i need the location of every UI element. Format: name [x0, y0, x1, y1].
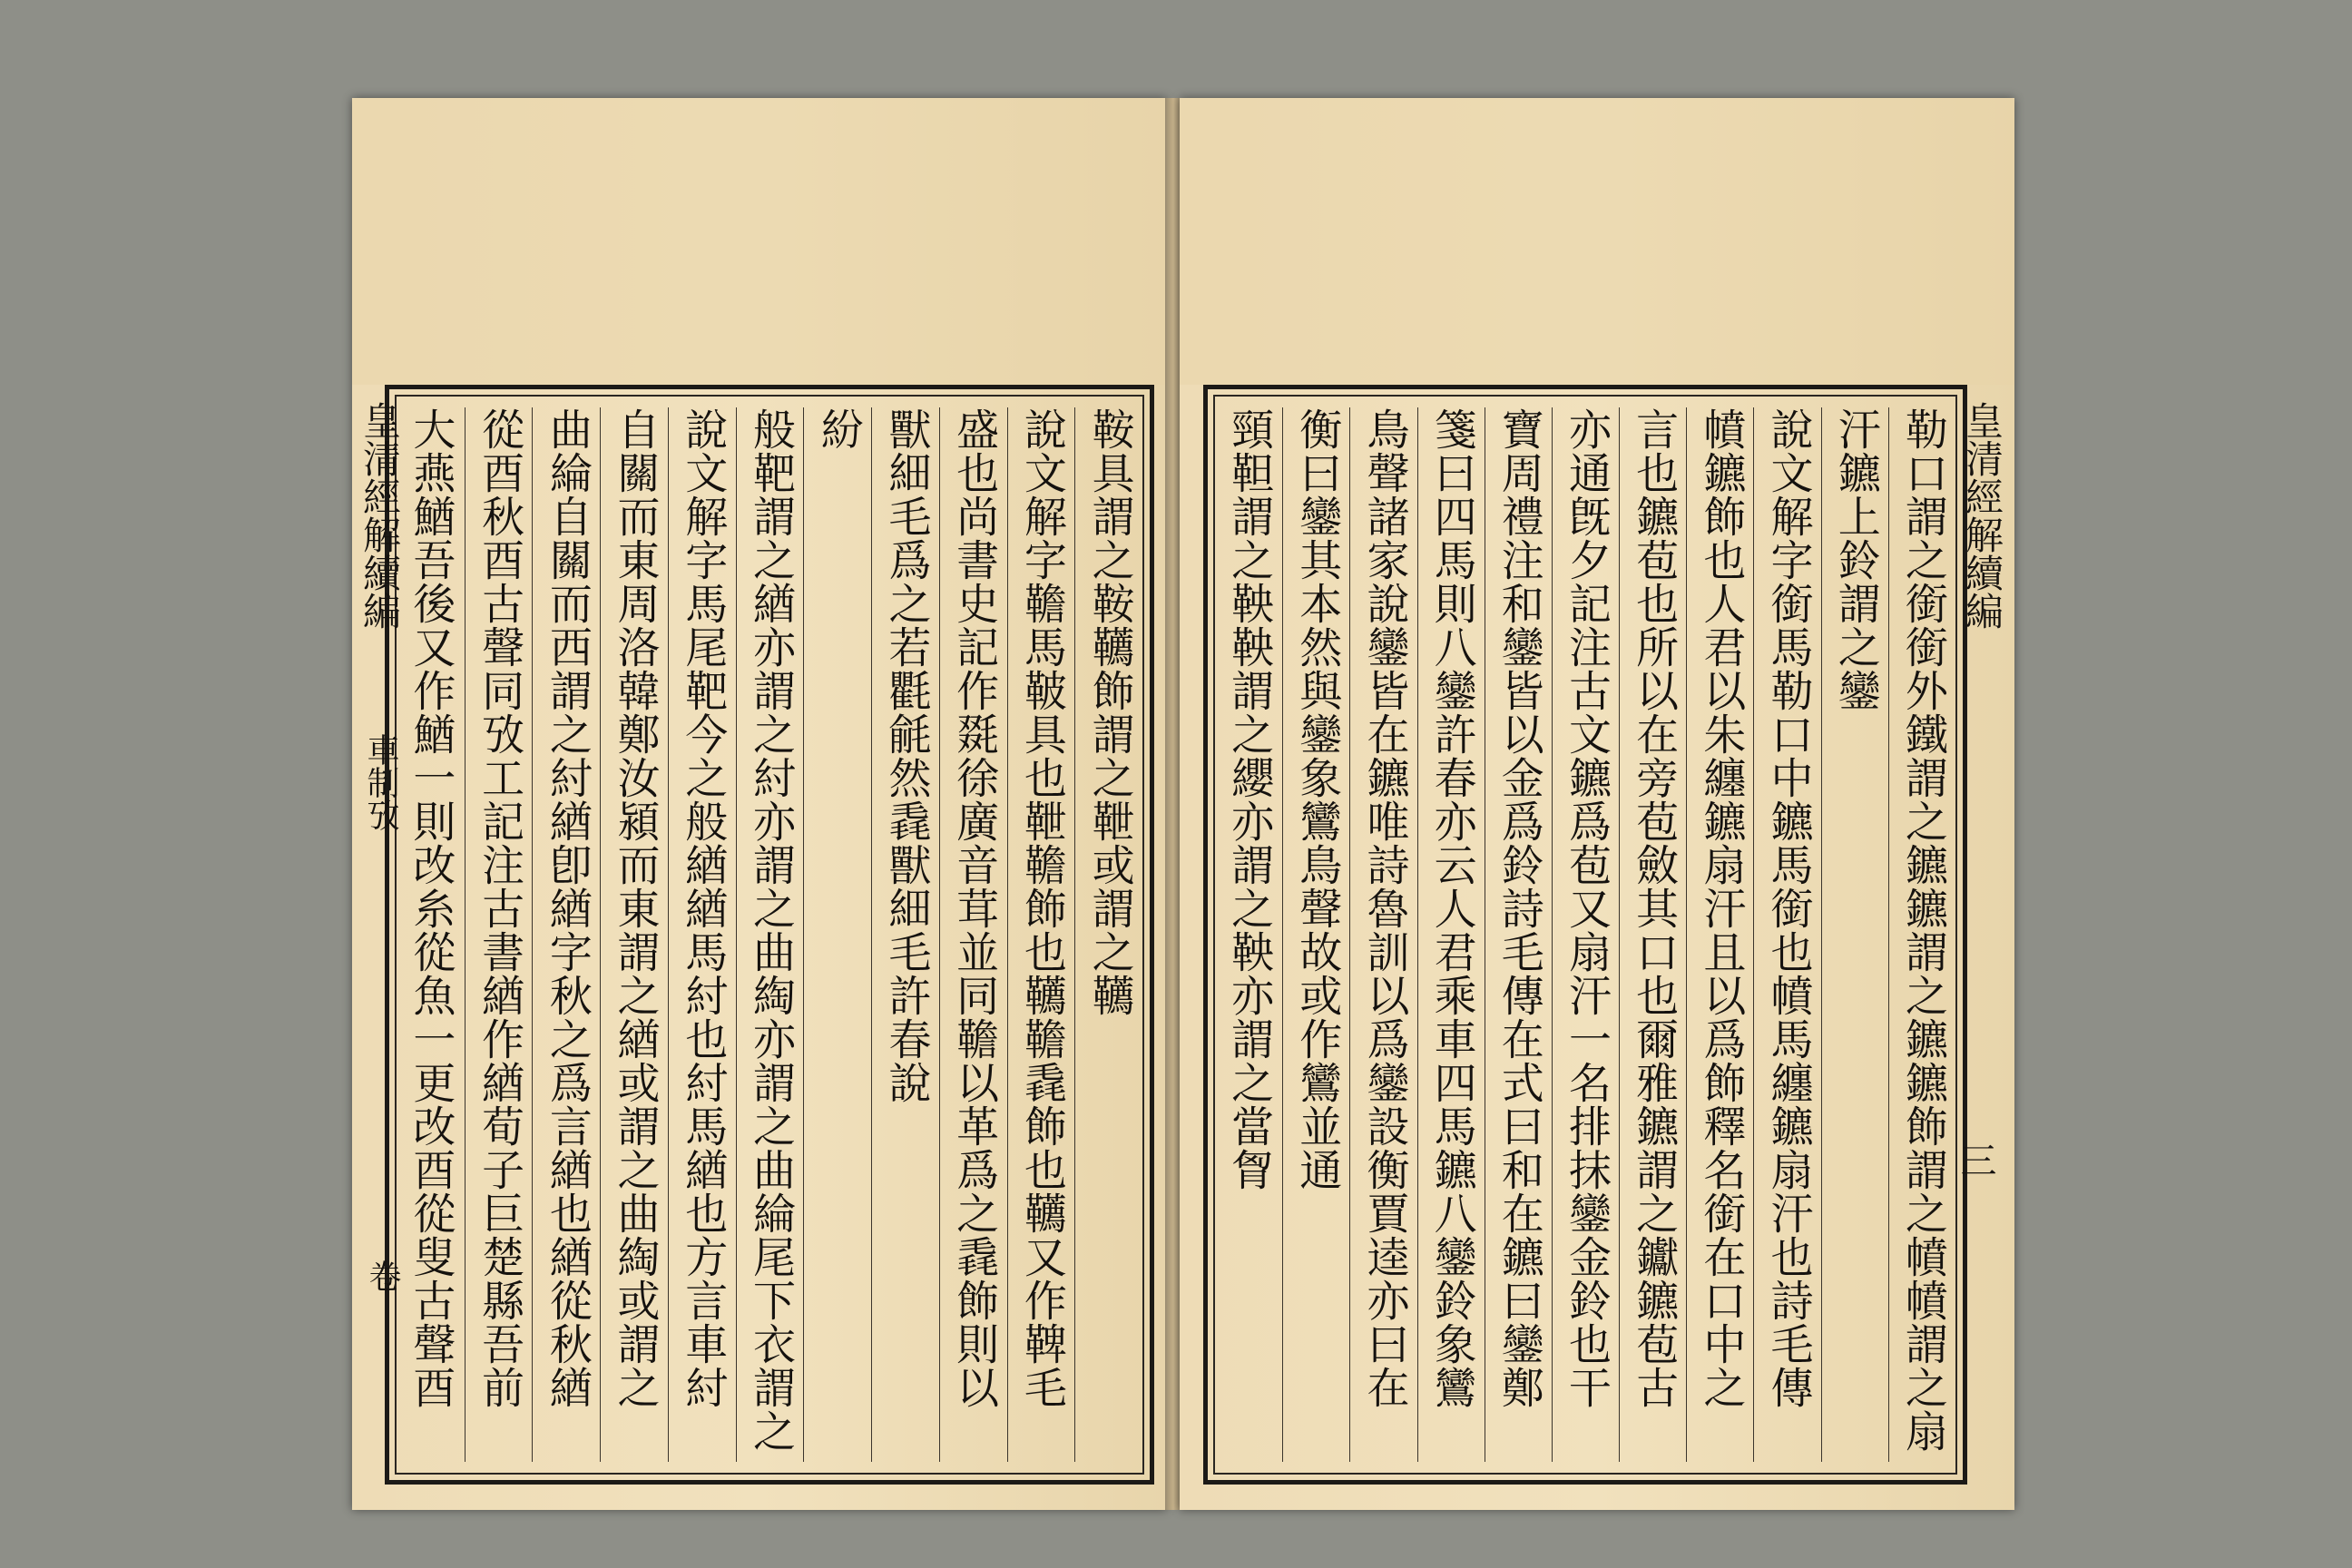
left-text-column [803, 407, 872, 1462]
right-text-column [1888, 407, 1956, 1462]
right-leaf-marker: 三 [1955, 1142, 1996, 1178]
left-upper-margin [352, 98, 1167, 385]
right-text-column [1821, 407, 1889, 1462]
left-text-column [1007, 407, 1076, 1462]
right-column-text: 汗鑣上鈴謂之鑾 [1830, 407, 1881, 712]
right-text-column [1417, 407, 1485, 1462]
left-text-column [1074, 407, 1143, 1462]
left-text-column [465, 407, 534, 1462]
right-text-column [1282, 407, 1350, 1462]
right-text-column [1753, 407, 1821, 1462]
right-text-column [1686, 407, 1754, 1462]
right-text-column [1619, 407, 1687, 1462]
right-column-text: 衡曰鑾其本然與鑾象鸞鳥聲故或作鸞並通 [1292, 407, 1343, 1191]
left-text-column [532, 407, 601, 1462]
left-column-text: 說文解字韂馬鞁具也靾韂飾也韉韂毳飾也韉又作鞞毛 [1016, 407, 1067, 1409]
left-column-text: 曲綸自關而西謂之紂緧卽緧字秋之爲言緧也緧從秋緧 [542, 407, 593, 1409]
left-banner: 皇清經解續編 [358, 401, 402, 630]
right-column-text: 鳥聲諸家說鑾皆在鑣唯詩魯訓以爲鑾設衡賈逵亦曰在 [1359, 407, 1410, 1409]
left-column-text: 大燕鰌吾後又作鰌一則改糸從魚一更改酉從叟古聲酉 [406, 407, 456, 1409]
right-text-frame [1203, 385, 1967, 1485]
left-text-column [939, 407, 1008, 1462]
left-column-text: 盛也尚書史記作毲徐廣音茸並同韂以革爲之毳飾則以 [949, 407, 1000, 1409]
right-column-text: 寶周禮注和鑾皆以金爲鈴詩毛傳在式曰和在鑣曰鑾鄭 [1494, 407, 1544, 1409]
right-column-text: 頸靼謂之鞅鞅謂之纓亦謂之鞅亦謂之當胷 [1224, 407, 1275, 1191]
right-text-column [1349, 407, 1417, 1462]
left-text-column [600, 407, 669, 1462]
right-column-text: 言也鑣苞也所以在旁苞斂其口也爾雅鑣謂之钀鑣苞古 [1629, 407, 1680, 1409]
left-column-text: 鞍具謂之鞍韉飾謂之靾或謂之韉 [1084, 407, 1135, 1017]
right-upper-margin [1180, 98, 2014, 385]
right-text-column [1552, 407, 1620, 1462]
left-text-column [397, 407, 465, 1462]
left-text-column [871, 407, 940, 1462]
left-leaf-marker: 卷 [364, 1259, 401, 1292]
right-frame-inner [1213, 395, 1957, 1475]
left-column-text: 般靶謂之緧亦謂之紂亦謂之曲綯亦謂之曲綸尾下衣謂之 [745, 407, 796, 1453]
right-page [1180, 98, 2014, 1510]
left-column-text: 從酉秋酉古聲同攷工記注古書緧作緧荀子巨楚縣吾前 [475, 407, 525, 1409]
right-column-text: 幩鑣飾也人君以朱纏鑣扇汗且以爲飾釋名銜在口中之 [1696, 407, 1747, 1409]
left-column-text: 說文解字馬尾靶今之般緧緧馬紂也紂馬緧也方言車紂 [678, 407, 729, 1409]
left-column-text: 獸細毛爲之若氍毹然毳獸細毛許春說 [881, 407, 932, 1104]
left-text-column [668, 407, 737, 1462]
right-banner: 皇清經解續編 [1960, 401, 2004, 630]
left-text-frame [385, 385, 1154, 1485]
right-text-column [1485, 407, 1553, 1462]
open-book [352, 98, 2014, 1510]
right-column-text: 亦通旣夕記注古文鑣爲苞又扇汗一名排抹鑾金鈴也干 [1561, 407, 1612, 1409]
right-column-text: 說文解字銜馬勒口中鑣馬銜也幩馬纏鑣扇汗也詩毛傳 [1763, 407, 1814, 1409]
right-column-text: 箋曰四馬則八鑾許春亦云人君乘車四馬鑣八鑾鈴象鸞 [1426, 407, 1477, 1409]
left-column-text: 自關而東周洛韓鄭汝潁而東謂之緧或謂之曲綯或謂之 [610, 407, 661, 1409]
left-page [352, 98, 1167, 1510]
right-column-text: 勒口謂之銜銜外鐵謂之鑣鑣謂之鑣鑣飾謂之幩幩謂之扇 [1897, 407, 1948, 1453]
left-column-text: 紛 [813, 407, 864, 451]
left-text-column [736, 407, 805, 1462]
left-frame-inner [395, 395, 1144, 1475]
right-text-column [1215, 407, 1282, 1462]
left-banner-sub: 車制攷 [362, 733, 399, 831]
